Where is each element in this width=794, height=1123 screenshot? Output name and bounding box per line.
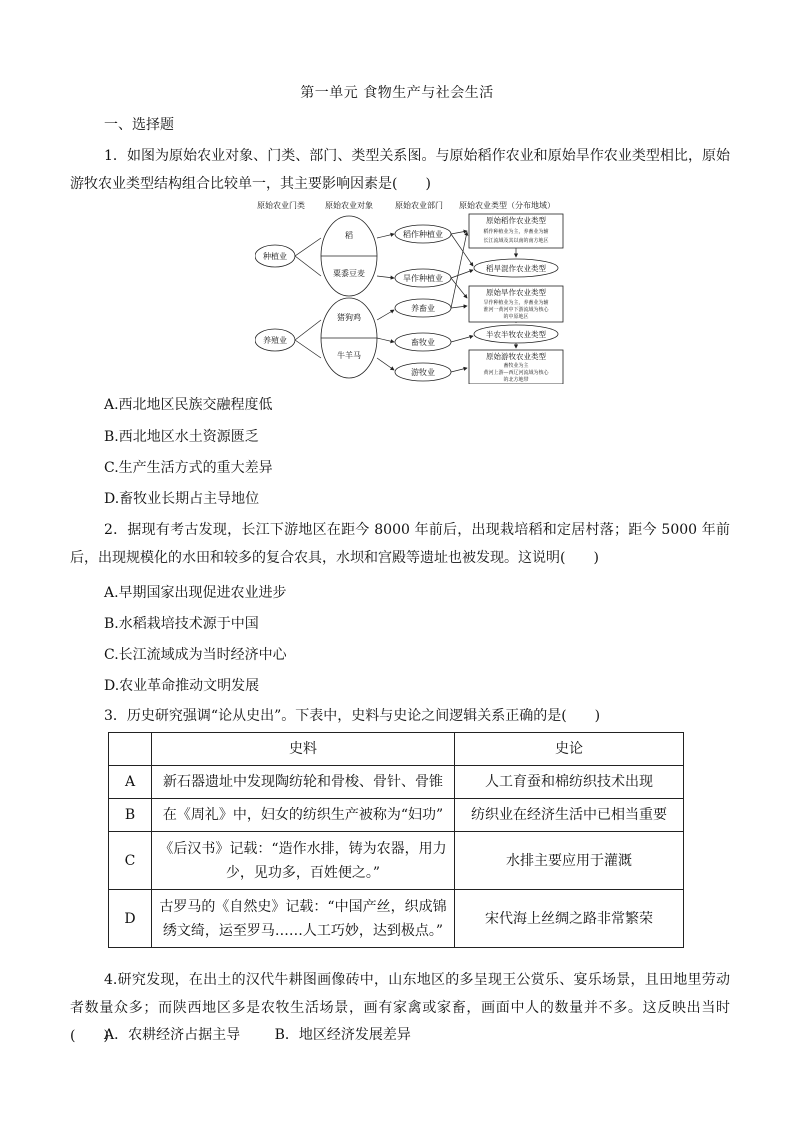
dept-livestock-raising: 养畜业	[411, 304, 435, 313]
object-rice: 稻	[345, 231, 353, 240]
type-nomad-line-2: 黄河上游—西辽河流域为核心	[483, 370, 549, 376]
q2-option-a: A.早期国家出现促进农业进步	[104, 585, 287, 601]
table-cell-label: D	[109, 890, 152, 948]
table-cell-argument: 纺织业在经济生活中已相当重要	[455, 799, 684, 832]
table-cell-argument: 水排主要应用于灌溉	[455, 832, 684, 890]
table-cell-label: B	[109, 799, 152, 832]
diagram-header-category: 原始农业门类	[257, 201, 305, 210]
table-cell-source: 新石器遗址中发现陶纺轮和骨梭、骨针、骨锥	[152, 766, 455, 799]
q1-option-a: A.西北地区民族交融程度低	[104, 397, 273, 413]
q4-options	[104, 1024, 441, 1044]
q4-option-b: B．地区经济发展差异	[274, 1027, 411, 1043]
object-cattle: 牛羊马	[337, 351, 361, 360]
type-rice-line-1: 稻作种植业为主，养畜业为辅	[483, 229, 549, 235]
type-nomad-title: 原始游牧农业类型	[486, 352, 546, 361]
table-row	[109, 890, 684, 948]
type-nomad-line-3: 的北方地带	[503, 377, 529, 383]
table-cell-source: 在《周礼》中，妇女的纺织生产被称为“妇功”	[152, 799, 455, 832]
table-cell-label: A	[109, 766, 152, 799]
diagram-header-object: 原始农业对象	[325, 201, 373, 210]
q2-option-c: C.长江流域成为当时经济中心	[104, 647, 287, 663]
object-pigs: 猪狗鸡	[337, 313, 361, 322]
type-dry-line-1: 旱作种植业为主，养畜业为辅	[483, 300, 549, 306]
agriculture-relationship-diagram	[255, 198, 565, 384]
diagram-header-department: 原始农业部门	[395, 201, 443, 210]
q4-option-a: A．农耕经济占据主导	[104, 1027, 241, 1043]
table-header-sources: 史料	[152, 733, 455, 766]
question-1-stem: 1．如图为原始农业对象、门类、部门、类型关系图。与原始稻作农业和原始旱作农业类型相比，原始游牧农业类型结构组合比较单一，其主要影响因素是( )	[70, 148, 730, 192]
dept-rice-planting: 稻作种植业	[403, 230, 443, 239]
table-cell-source: 古罗马的《自然史》记载：“中国产丝，织成锦绣文绮，运至罗马……人工巧妙，达到极点。”	[152, 890, 455, 948]
table-cell-label: C	[109, 832, 152, 890]
q2-option-b: B.水稻栽培技术源于中国	[104, 616, 259, 632]
q2-option-d: D.农业革命推动文明发展	[104, 678, 260, 694]
q1-option-d: D.畜牧业长期占主导地位	[104, 491, 260, 507]
table-row	[109, 799, 684, 832]
table-header-arguments: 史论	[455, 733, 684, 766]
table-row	[109, 766, 684, 799]
q1-option-c: C.生产生活方式的重大差异	[104, 460, 273, 476]
category-breeding: 养殖业	[263, 336, 287, 345]
diagram-header-type: 原始农业类型（分布地域）	[459, 201, 555, 210]
type-nomad-line-1: 畜牧业为主	[503, 363, 529, 369]
table-cell-source: 《后汉书》记载：“造作水排，铸为农器，用力少，见功多，百姓便之。”	[152, 832, 455, 890]
type-dry-title: 原始旱作农业类型	[486, 288, 546, 297]
question-3-stem: 3．历史研究强调“论从史出”。下表中，史料与史论之间逻辑关系正确的是( )	[104, 708, 601, 724]
page-title: 第一单元 食物生产与社会生活	[300, 85, 494, 101]
table-header-blank	[109, 733, 152, 766]
type-dry-line-2: 淮河一黄河中下游流域为核心	[483, 307, 549, 313]
dept-nomadic: 游牧业	[411, 368, 435, 377]
question-2-stem: 2．据现有考古发现，长江下游地区在距今 8000 年前后，出现栽培稻和定居村落；距今 5000 年前后，出现规模化的水田和较多的复合农具，水坝和宫殿等遗址也被发现。这说明( )	[70, 522, 730, 566]
section-heading: 一、选择题	[104, 117, 174, 133]
question-4-stem: 4.研究发现，在出土的汉代牛耕图画像砖中，山东地区的多呈现王公赏乐、宴乐场景，且田地里劳动者数量众多；而陕西地区多是农牧生活场景，画有家禽或家畜，画面中人的数量并不多。这反映出当时( )	[70, 972, 730, 1044]
source-argument-table	[108, 732, 684, 948]
q1-option-b: B.西北地区水土资源匮乏	[104, 429, 259, 445]
dept-animal-husbandry: 畜牧业	[411, 338, 435, 347]
type-mixed: 稻旱混作农业类型	[486, 264, 546, 273]
type-rice-line-2: 长江流域及其以南的南方地区	[483, 238, 549, 244]
type-dry-line-3: 的中原地区	[503, 314, 529, 320]
category-planting: 种植业	[263, 252, 287, 261]
table-cell-argument: 宋代海上丝绸之路非常繁荣	[455, 890, 684, 948]
table-header-row	[109, 733, 684, 766]
table-row	[109, 832, 684, 890]
table-cell-argument: 人工育蚕和棉纺织技术出现	[455, 766, 684, 799]
type-rice-title: 原始稻作农业类型	[486, 216, 546, 225]
object-millet: 粟黍豆麦	[333, 269, 365, 278]
dept-dry-planting: 旱作种植业	[403, 274, 443, 283]
type-semi: 半农半牧农业类型	[486, 330, 546, 339]
